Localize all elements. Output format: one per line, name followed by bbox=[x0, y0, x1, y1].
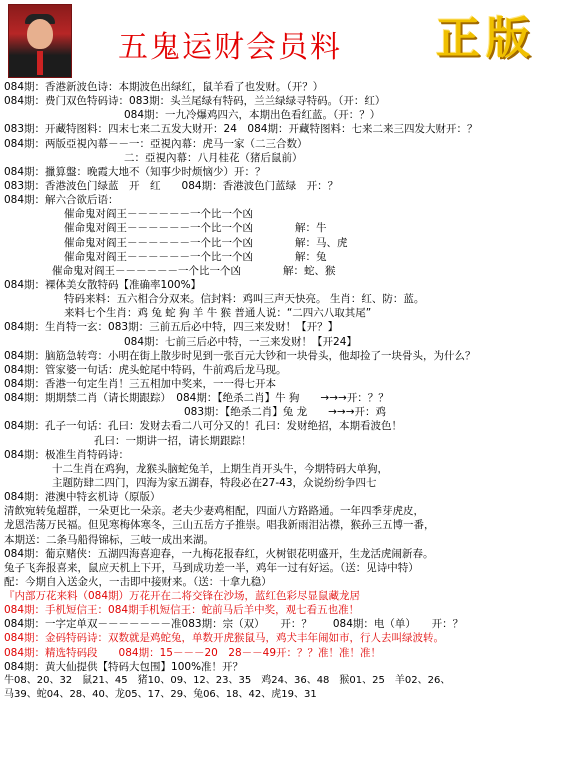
text-line: 主题防肆二四门，四海为家五湖春，特段必在27-43，众说纷纷争四七 bbox=[52, 476, 377, 489]
text-line: 催命鬼对阎王－－－－－－一个比一个凶 解：蛇、猴 bbox=[52, 264, 336, 277]
article-body bbox=[4, 80, 564, 702]
text-line: 催命鬼对阎王－－－－－－一个比一个凶 解：兔 bbox=[64, 250, 327, 263]
text-line: 牛08、20、32 鼠21、45 猪10、09、12、23、35 鸡24、36、48 猴01、25 羊02、26、 bbox=[4, 674, 451, 686]
text-line: 本期送：二条马船得锦标，三岐一成出来湖。 bbox=[4, 533, 214, 546]
text-line: 催命鬼对阎王－－－－－－一个比一个凶 解：马、虎 bbox=[64, 236, 348, 249]
text-line: 龙恩浩荡万民福。但见寒梅体寒冬，三山五岳方子推崇。唱我新雨泪沾襟，猴孙三五博一番， bbox=[4, 519, 435, 532]
text-line: 083期：开藏特图料：四末七来二五发大财开：24 084期：开藏特图料：七来二来三四发大财开：？ bbox=[4, 123, 478, 136]
text-line: 084期：港澳中特玄机诗（原版） bbox=[4, 491, 161, 504]
text-line: 孔曰：一期讲一招，请长期跟踪！ bbox=[94, 434, 252, 447]
text-line: 084期：生肖特一玄：083期：三前五后必中特，四三来发财！【开？】 bbox=[4, 321, 339, 334]
text-line: 084期：香港一句定生肖！三五相加中奖来，一一得七开本 bbox=[4, 377, 277, 390]
text-line: 083期：香港波色门绿蓝 开 红 084期：香港波色门蓝绿 开：？ bbox=[4, 179, 339, 192]
page-header bbox=[0, 0, 566, 80]
text-line: 084期：一九冷爆鸡四六，本期出色看红蓝。（开：？） bbox=[124, 109, 381, 122]
text-line-red: 084期：金码特码诗：双数就是鸡蛇兔，单数开虎猴鼠马，鸡犬丰年闹如市，行人去叫绿波转。 bbox=[4, 632, 445, 645]
page-title: 五鬼运财会员料 bbox=[118, 30, 342, 65]
text-line: 马39、蛇04、28、40、龙05、17、29、兔06、18、42、虎19、31 bbox=[4, 689, 317, 701]
text-line: 084期：管家婆一句话：虎头蛇尾中特码，牛前鸡后龙马现。 bbox=[4, 363, 287, 376]
author-photo bbox=[8, 4, 72, 78]
text-line: 084期：裸体美女散特码【准确率100%】 bbox=[4, 278, 202, 291]
text-line: 清飲宛转兔超群，一朵更比一朵亲。老夫少妻鸡相配，四面八方路路通。一年四季芽虎皮， bbox=[4, 505, 424, 518]
text-line: 来料七个生肖：鸡 兔 蛇 狗 羊 牛 猴 普通人说：“二四六八取其尾” bbox=[64, 307, 372, 320]
text-line: 十二生肖在鸡狗，龙猴头脑蛇兔羊，上期生肖开头牛，今期特码大单狗， bbox=[52, 462, 388, 475]
text-line: 084期：极准生肖特码诗： bbox=[4, 448, 130, 461]
text-line-red: 084期：手机短信王：084期手机短信王：蛇前马后羊中奖，观七看五也准！ bbox=[4, 604, 360, 617]
text-line: 083期：【绝杀二肖】兔 龙 →→→开：鸡 bbox=[184, 406, 387, 419]
text-line: 084期：解六合欲后语： bbox=[4, 194, 119, 207]
text-line: 催命鬼对阎王－－－－－－一个比一个凶 解：牛 bbox=[64, 222, 327, 235]
text-line: 084期：脑筋急转弯：小明在街上散步时见到一张百元大钞和一块骨头，他却捡了一块骨头，为什么？ bbox=[4, 349, 476, 362]
text-line-red: 『内部万花来料（084期）万花开在二将交锋在沙场，蓝红色彩尽显鼠藏龙居 bbox=[4, 590, 361, 603]
text-line: 084期：七前三后必中特，一三来发财！【开24】 bbox=[124, 335, 357, 348]
text-line: 084期：香港新波色诗：本期波色出绿红，鼠羊看了也发财。（开？） bbox=[4, 81, 324, 93]
text-line: 084期：两版亞視內幕－－一：亞視內幕：虎马一家（二三合数） bbox=[4, 137, 308, 150]
text-line: 084期：擸算盤：晚霞大地不（知事少时烦恼少）开：？ bbox=[4, 165, 266, 178]
text-line: 配：今期自入送金火，一击即中接财来。（送：十拿九稳） bbox=[4, 575, 272, 588]
edition-badge: 正版 bbox=[436, 13, 536, 64]
text-line: 084期：孔子一句话：孔曰：发财去看二八可分又的！孔曰：发财绝招，本期看波色！ bbox=[4, 420, 403, 433]
text-line: 084期：黄大仙提供【特码大包围】100%准！开？ bbox=[4, 660, 244, 673]
text-line: 二：亞視內幕：八月桂花（猪后鼠前） bbox=[124, 151, 303, 164]
text-line: 084期：一字定单双－－－－－－－准083期：宗（双） 开：？ 084期：电（单） 开：？ bbox=[4, 618, 464, 631]
text-line-red: 084期：精选特码段 084期：15－－－20 28－－49开：？？准！准！准！ bbox=[4, 646, 382, 659]
face-shape bbox=[27, 19, 53, 49]
text-line: 特码来料：五六相合分双来。信封料：鸡叫三声天快亮。 生肖：红、防：蓝。 bbox=[64, 293, 425, 306]
text-line: 084期：葡京赌侠：五湖四海喜迎春，一九梅花报春红，火树银花明盛开，生龙活虎闹新春。 bbox=[4, 547, 434, 560]
text-line: 084期：费门双色特码诗：083期：头兰尾绿有特码，兰兰绿绿寻特码。（开：红） bbox=[4, 95, 386, 108]
text-line: 兔子飞奔报喜来，鼠应天机上下开，马到成功差一半，鸡年一过有好运。（送：见诗中特） bbox=[4, 561, 419, 574]
text-line: 084期：期期禁二肖（请长期跟踪） 084期：【绝杀二肖】牛 狗 →→→开：？？ bbox=[4, 392, 389, 405]
tie-shape bbox=[37, 51, 43, 75]
text-line: 催命鬼对阎王－－－－－－一个比一个凶 bbox=[64, 208, 253, 221]
